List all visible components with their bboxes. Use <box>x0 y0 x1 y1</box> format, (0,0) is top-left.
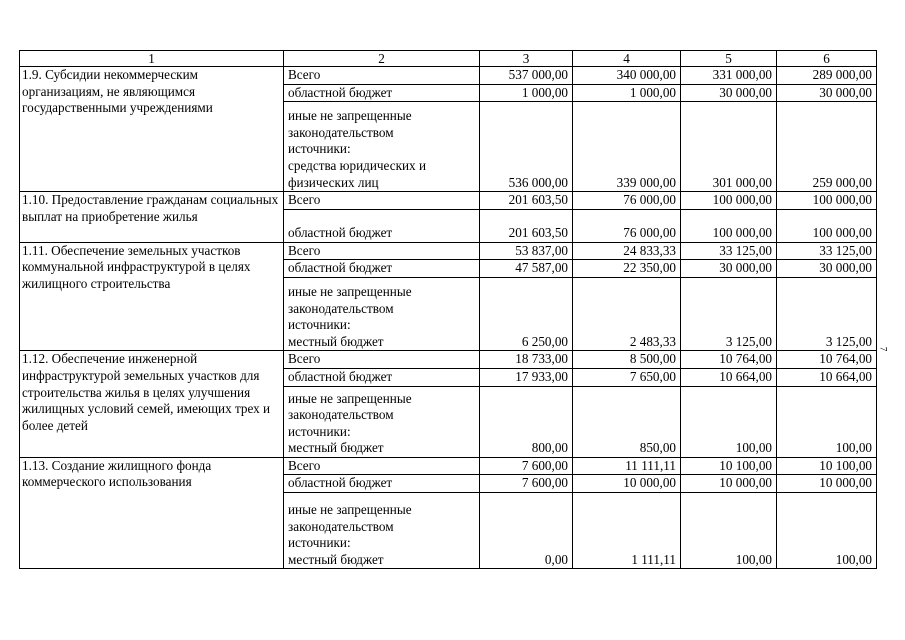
value-cell: 100,00 <box>681 386 777 457</box>
value-cell: 10 664,00 <box>681 368 777 386</box>
value-cell: 10 000,00 <box>573 475 681 493</box>
source-cell: иные не запрещенные законодательством источники: местный бюджет <box>284 386 480 457</box>
value-cell: 3 125,00 <box>681 277 777 350</box>
header-cell-1: 1 <box>20 51 284 67</box>
source-cell: Всего <box>284 457 480 475</box>
value-cell: 301 000,00 <box>681 102 777 192</box>
value-cell: 24 833,33 <box>573 242 681 260</box>
value-cell: 10 000,00 <box>681 475 777 493</box>
value-cell: 33 125,00 <box>777 242 877 260</box>
source-cell: областной бюджет <box>284 475 480 493</box>
header-cell-5: 5 <box>681 51 777 67</box>
value-cell: 100 000,00 <box>681 209 777 242</box>
source-cell: иные не запрещенные законодательством источники: местный бюджет <box>284 493 480 569</box>
value-cell: 10 100,00 <box>681 457 777 475</box>
value-cell: 8 500,00 <box>573 351 681 369</box>
header-row <box>20 51 877 67</box>
value-cell: 6 250,00 <box>480 277 573 350</box>
source-cell: областной бюджет <box>284 84 480 102</box>
value-cell: 11 111,11 <box>573 457 681 475</box>
value-cell: 201 603,50 <box>480 192 573 210</box>
value-cell: 47 587,00 <box>480 260 573 278</box>
source-cell: областной бюджет <box>284 209 480 242</box>
source-cell: Всего <box>284 67 480 85</box>
value-cell: 30 000,00 <box>777 84 877 102</box>
value-cell: 10 100,00 <box>777 457 877 475</box>
table-row <box>20 67 877 85</box>
value-cell: 1 000,00 <box>480 84 573 102</box>
table-row <box>20 242 877 260</box>
header-cell-3: 3 <box>480 51 573 67</box>
source-cell: областной бюджет <box>284 368 480 386</box>
value-cell: 18 733,00 <box>480 351 573 369</box>
value-cell: 30 000,00 <box>681 84 777 102</box>
value-cell: 10 000,00 <box>777 475 877 493</box>
value-cell: 0,00 <box>480 493 573 569</box>
value-cell: 76 000,00 <box>573 192 681 210</box>
value-cell: 22 350,00 <box>573 260 681 278</box>
value-cell: 340 000,00 <box>573 67 681 85</box>
value-cell: 289 000,00 <box>777 67 877 85</box>
item-title-1-9: 1.9. Субсидии некоммерческим организациям, не являющимся государственными учреждениями <box>20 67 284 192</box>
value-cell: 339 000,00 <box>573 102 681 192</box>
source-cell: областной бюджет <box>284 260 480 278</box>
value-cell: 100,00 <box>681 493 777 569</box>
value-cell: 53 837,00 <box>480 242 573 260</box>
header-cell-4: 4 <box>573 51 681 67</box>
item-title-1-12: 1.12. Обеспечение инженерной инфраструктурой земельных участков для строительства жилья в целях улучшения жилищных условий семей, имеющих трех и более детей <box>20 351 284 458</box>
item-title-1-10: 1.10. Предоставление гражданам социальных выплат на приобретение жилья <box>20 192 284 243</box>
source-cell: иные не запрещенные законодательством источники: местный бюджет <box>284 277 480 350</box>
source-cell: Всего <box>284 192 480 210</box>
value-cell: 850,00 <box>573 386 681 457</box>
source-cell: иные не запрещенные законодательством источники: средства юридических и физических лиц <box>284 102 480 192</box>
value-cell: 33 125,00 <box>681 242 777 260</box>
value-cell: 100 000,00 <box>681 192 777 210</box>
table-row <box>20 351 877 369</box>
item-title-1-11: 1.11. Обеспечение земельных участков коммунальной инфраструктурой в целях жилищного строительства <box>20 242 284 351</box>
value-cell: 100,00 <box>777 386 877 457</box>
value-cell: 2 483,33 <box>573 277 681 350</box>
value-cell: 30 000,00 <box>681 260 777 278</box>
value-cell: 3 125,00 <box>777 277 877 350</box>
budget-table <box>19 50 877 569</box>
value-cell: 10 764,00 <box>777 351 877 369</box>
value-cell: 17 933,00 <box>480 368 573 386</box>
table-row <box>20 192 877 210</box>
value-cell: 7 600,00 <box>480 457 573 475</box>
source-cell: Всего <box>284 351 480 369</box>
value-cell: 10 764,00 <box>681 351 777 369</box>
value-cell: 800,00 <box>480 386 573 457</box>
value-cell: 201 603,50 <box>480 209 573 242</box>
item-title-1-13: 1.13. Создание жилищного фонда коммерческого использования <box>20 457 284 569</box>
value-cell: 1 111,11 <box>573 493 681 569</box>
value-cell: 259 000,00 <box>777 102 877 192</box>
header-cell-6: 6 <box>777 51 877 67</box>
value-cell: 537 000,00 <box>480 67 573 85</box>
value-cell: 7 600,00 <box>480 475 573 493</box>
value-cell: 7 650,00 <box>573 368 681 386</box>
value-cell: 76 000,00 <box>573 209 681 242</box>
value-cell: 100 000,00 <box>777 192 877 210</box>
value-cell: 536 000,00 <box>480 102 573 192</box>
value-cell: 1 000,00 <box>573 84 681 102</box>
value-cell: 331 000,00 <box>681 67 777 85</box>
value-cell: 10 664,00 <box>777 368 877 386</box>
source-cell: Всего <box>284 242 480 260</box>
value-cell: 30 000,00 <box>777 260 877 278</box>
value-cell: 100 000,00 <box>777 209 877 242</box>
value-cell: 100,00 <box>777 493 877 569</box>
header-cell-2: 2 <box>284 51 480 67</box>
page-number: 7 <box>878 346 889 352</box>
table-row <box>20 457 877 475</box>
